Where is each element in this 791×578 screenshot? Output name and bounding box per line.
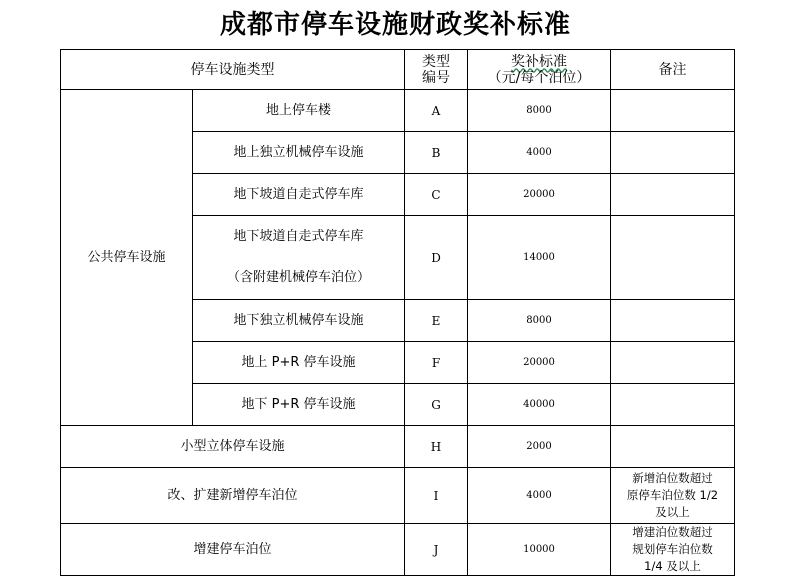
facility-name <box>193 216 405 300</box>
remark-cell <box>611 300 735 342</box>
line-gap <box>193 245 404 270</box>
subsidy-value: 8000 <box>468 90 611 132</box>
facility-code: A <box>405 90 468 132</box>
remark-line: 原停车泊位数 1/2 <box>626 488 719 502</box>
subsidy-value: 20000 <box>468 342 611 384</box>
remark-cell <box>611 90 735 132</box>
facility-code: C <box>405 174 468 216</box>
remark-line: 及以上 <box>655 505 690 519</box>
header-code <box>405 50 468 90</box>
table-row <box>61 524 735 576</box>
facility-code: D <box>405 216 468 300</box>
facility-name: 地上独立机械停车设施 <box>193 132 405 174</box>
subsidy-value: 8000 <box>468 300 611 342</box>
facility-name: 改、扩建新增停车泊位 <box>61 468 405 524</box>
remark-cell <box>611 174 735 216</box>
facility-name: 地下 P+R 停车设施 <box>193 384 405 426</box>
facility-name: 小型立体停车设施 <box>61 426 405 468</box>
remark-cell <box>611 468 735 524</box>
table-row <box>61 90 735 132</box>
facility-code: H <box>405 426 468 468</box>
table-row <box>61 468 735 524</box>
header-standard <box>468 50 611 90</box>
group-public-cell: 公共停车设施 <box>61 90 193 426</box>
facility-name-line2: （含附建机械停车泊位） <box>226 270 370 285</box>
table-row <box>61 426 735 468</box>
header-code-line2: 编号 <box>422 69 450 86</box>
facility-name-line1: 地下坡道自走式停车库 <box>233 229 364 244</box>
facility-code: I <box>405 468 468 524</box>
subsidy-value: 4000 <box>468 132 611 174</box>
subsidy-value: 4000 <box>468 468 611 524</box>
document-title: 成都市停车设施财政奖补标准 <box>219 10 571 40</box>
remark-cell <box>611 216 735 300</box>
remark-cell <box>611 132 735 174</box>
header-standard-line2: （元/每个泊位） <box>487 69 591 86</box>
facility-name: 地下独立机械停车设施 <box>193 300 405 342</box>
facility-code: B <box>405 132 468 174</box>
subsidy-value: 10000 <box>468 524 611 576</box>
subsidy-value: 2000 <box>468 426 611 468</box>
facility-code: E <box>405 300 468 342</box>
remark-cell <box>611 524 735 576</box>
remark-cell <box>611 342 735 384</box>
subsidy-value: 14000 <box>468 216 611 300</box>
remark-cell <box>611 384 735 426</box>
remark-cell <box>611 426 735 468</box>
header-row <box>61 50 735 90</box>
remark-line: 增建泊位数超过 <box>632 525 713 539</box>
facility-name: 地上 P+R 停车设施 <box>193 342 405 384</box>
header-remark: 备注 <box>611 50 735 90</box>
facility-name: 地下坡道自走式停车库 <box>193 174 405 216</box>
subsidy-value: 20000 <box>468 174 611 216</box>
header-type: 停车设施类型 <box>61 50 405 90</box>
subsidy-value: 40000 <box>468 384 611 426</box>
header-standard-line1: 奖补标准 <box>511 53 567 70</box>
facility-code: J <box>405 524 468 576</box>
header-code-line1: 类型 <box>422 53 450 70</box>
remark-line: 新增泊位数超过 <box>632 471 713 485</box>
facility-name: 地上停车楼 <box>193 90 405 132</box>
facility-code: G <box>405 384 468 426</box>
remark-line: 1/4 及以上 <box>644 559 701 573</box>
facility-code: F <box>405 342 468 384</box>
facility-name: 增建停车泊位 <box>61 524 405 576</box>
remark-line: 规划停车泊位数 <box>632 542 713 556</box>
subsidy-table <box>60 49 735 576</box>
